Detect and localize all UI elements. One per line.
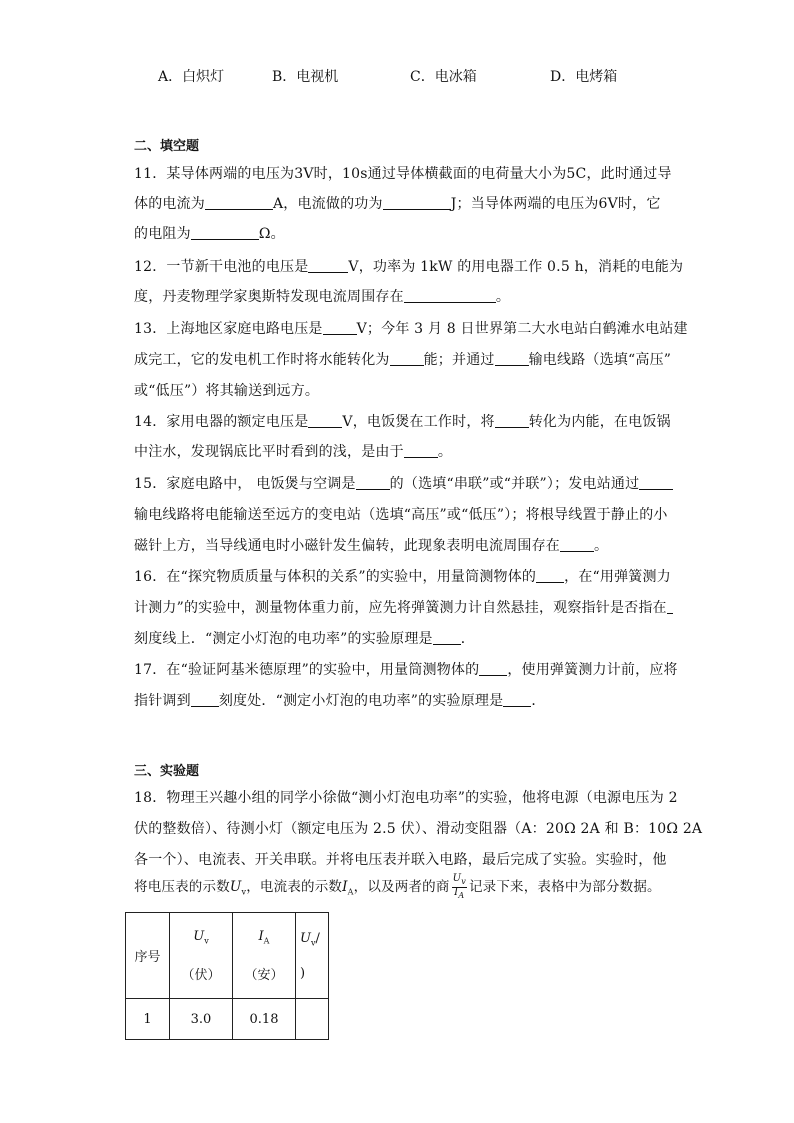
q18-text: 记录下来，表格中为部分数据。	[468, 879, 661, 895]
answer-blank	[323, 320, 357, 335]
q13-text: 能；并通过	[423, 352, 495, 368]
q15-text: 15．家庭电路中， 电饭煲与空调是	[134, 476, 356, 492]
answer-blank	[433, 630, 461, 645]
q14-text: V，电饭煲在工作时，将	[342, 414, 495, 430]
q13-text: 成完工，它的发电机工作时将水能转化为	[134, 352, 390, 368]
answer-blank	[536, 568, 564, 583]
header-voltage	[170, 913, 233, 999]
q11-text: J；当导体两端的电压为6V时，它	[450, 196, 661, 212]
cell-index: 1	[126, 999, 170, 1040]
answer-blank	[191, 692, 219, 707]
q13-line-1	[134, 318, 688, 338]
cell-current: 0.18	[233, 999, 296, 1040]
table-row	[126, 999, 329, 1040]
q16-line-1	[134, 566, 671, 586]
q18-line-1: 18．物理王兴趣小组的同学小徐做“测小灯泡电功率”的实验，他将电源（电源电压为 2	[134, 790, 678, 806]
symbol-sub: v	[461, 877, 466, 886]
q16-text: 16．在“探究物质质量与体积的关系”的实验中，用量筒测物体的	[134, 569, 537, 585]
answer-blank	[205, 195, 273, 210]
answer-blank	[191, 225, 259, 240]
q14-text: 转化为内能，在电饭锅	[528, 414, 671, 430]
q15-line-3	[134, 535, 608, 555]
q15-line-2: 输电线路将电能输送至远方的变电站（选填“高压”或“低压”）；将根导线置于静止的小	[134, 507, 668, 523]
q14-line-1	[134, 411, 671, 431]
q18-text: ，以及两者的商	[353, 879, 450, 895]
q11-line-3	[134, 223, 285, 243]
q16-line-3	[134, 628, 475, 648]
symbol-i: I	[258, 928, 264, 944]
q17-line-2	[134, 690, 546, 710]
q15-text: 磁针上方，当导线通电时小磁针发生偏转，此现象表明电流周围存在	[134, 538, 560, 554]
header-voltage-unit: （伏）	[181, 968, 221, 984]
q17-text: 指针调到	[134, 693, 191, 709]
q15-text: 。	[594, 538, 609, 554]
q11-text: 的电阻为	[134, 226, 191, 242]
q12-text: 度，丹麦物理学家奥斯特发现电流周围存在	[134, 289, 404, 305]
answer-blank	[560, 537, 594, 552]
q13-text: 输电线路（选填“高压”	[528, 352, 672, 368]
q13-line-3: 或“低压”）将其输送到远方。	[134, 383, 320, 399]
q18-line-3: 各一个）、电流表、开关串联。并将电压表并联入电路，最后完成了实验。实验时，他	[134, 852, 667, 868]
answer-blank	[495, 413, 529, 428]
table-header-row	[126, 913, 329, 999]
q11-text: 体的电流为	[134, 196, 205, 212]
symbol-i: I	[342, 879, 348, 895]
q14-text: 。	[437, 444, 453, 460]
q13-text: V；今年 3 月 8 日世界第二大水电站白鹤滩水电站建	[356, 321, 688, 337]
header-index: 序号	[126, 913, 170, 999]
symbol-i: I	[454, 887, 459, 898]
symbol-sub: A	[347, 887, 354, 897]
q13-text: 13．上海地区家庭电路电压是	[134, 321, 323, 337]
q18-line-4	[134, 874, 661, 901]
q18-text: ，电流表的示数	[246, 879, 343, 895]
q12-text: 。	[495, 289, 511, 305]
answer-blank	[495, 351, 529, 366]
q11-line-2	[134, 193, 661, 213]
answer-blank	[308, 258, 348, 273]
data-table	[125, 912, 329, 1040]
symbol-slash: /	[315, 930, 320, 946]
q11-line-1: 11．某导体两端的电压为3V时，10s通过导体横截面的电荷量大小为5C，此时通过导	[134, 166, 672, 182]
choice-b: B．电视机	[272, 69, 339, 85]
q15-text: 的（选填“串联”或“并联”）；发电站通过	[389, 476, 640, 492]
symbol-sub: A	[263, 936, 270, 946]
q13-line-2	[134, 349, 671, 369]
q14-text: 14．家用电器的额定电压是	[134, 414, 309, 430]
header-current-unit: （安）	[244, 968, 284, 984]
cell-voltage: 3.0	[170, 999, 233, 1040]
q11-text: Ω。	[258, 226, 285, 242]
answer-blank	[404, 443, 438, 458]
answer-blank	[404, 288, 496, 303]
answer-blank	[383, 195, 451, 210]
symbol-u: U	[452, 873, 462, 884]
q17-text: 17．在“验证阿基米德原理”的实验中，用量筒测物体的	[134, 662, 480, 678]
choice-d: D．电烤箱	[550, 69, 618, 85]
header-current	[233, 913, 296, 999]
q17-text: ，使用弹簧测力计前，应将	[507, 662, 678, 678]
q16-line-2	[134, 597, 673, 617]
q16-text: ，在“用弹簧测力	[564, 569, 671, 585]
choice-c: C．电冰箱	[410, 69, 477, 85]
answer-blank	[667, 599, 673, 614]
answer-blank	[308, 413, 342, 428]
cell-ratio	[296, 999, 329, 1040]
q18-line-2: 伏的整数倍）、待测小灯（额定电压为 2.5 伏）、滑动变阻器（A：20Ω 2A 和 B：10Ω 2A	[134, 821, 703, 837]
q12-line-2	[134, 286, 510, 306]
answer-blank	[479, 661, 507, 676]
q14-line-2	[134, 441, 452, 461]
q12-line-1	[134, 256, 683, 276]
choice-a: A．白炽灯	[158, 69, 225, 85]
symbol-u: U	[300, 930, 311, 946]
q17-line-1	[134, 659, 678, 679]
answer-blank	[390, 351, 424, 366]
q14-text: 中注水，发现锅底比平时看到的浅，是由于	[134, 444, 404, 460]
symbol-u: U	[229, 879, 242, 895]
q17-text: 刻度处．“测定小灯泡的电功率”的实验原理是	[218, 693, 504, 709]
answer-blank	[503, 692, 531, 707]
answer-blank	[639, 475, 673, 490]
symbol-sub: v	[310, 938, 316, 948]
section-title-fill-blank: 二、填空题	[134, 139, 200, 154]
symbol-u: U	[193, 928, 205, 944]
fraction-u-over-i	[452, 874, 467, 901]
q12-text: 12．一节新干电池的电压是	[134, 259, 309, 275]
section-title-experiment: 三、实验题	[134, 764, 200, 779]
q15-line-1	[134, 473, 673, 493]
q17-text: ．	[531, 693, 546, 709]
symbol-sub: A	[458, 891, 465, 900]
symbol-sub: v	[204, 936, 209, 946]
q16-text: 计测力”的实验中，测量物体重力前，应先将弹簧测力计自然悬挂，观察指针是否指在	[134, 600, 667, 616]
header-ratio-unit: )	[300, 966, 306, 982]
header-ratio	[296, 913, 329, 999]
q11-text: A，电流做的功为	[273, 196, 383, 212]
q16-text: 刻度线上．“测定小灯泡的电功率”的实验原理是	[134, 631, 433, 647]
q12-text: V，功率为 1kW 的用电器工作 0.5 h，消耗的电能为	[348, 259, 684, 275]
symbol-sub: v	[241, 887, 247, 897]
q16-text: ．	[460, 631, 475, 647]
q18-text: 将电压表的示数	[134, 879, 230, 895]
answer-blank	[356, 475, 390, 490]
